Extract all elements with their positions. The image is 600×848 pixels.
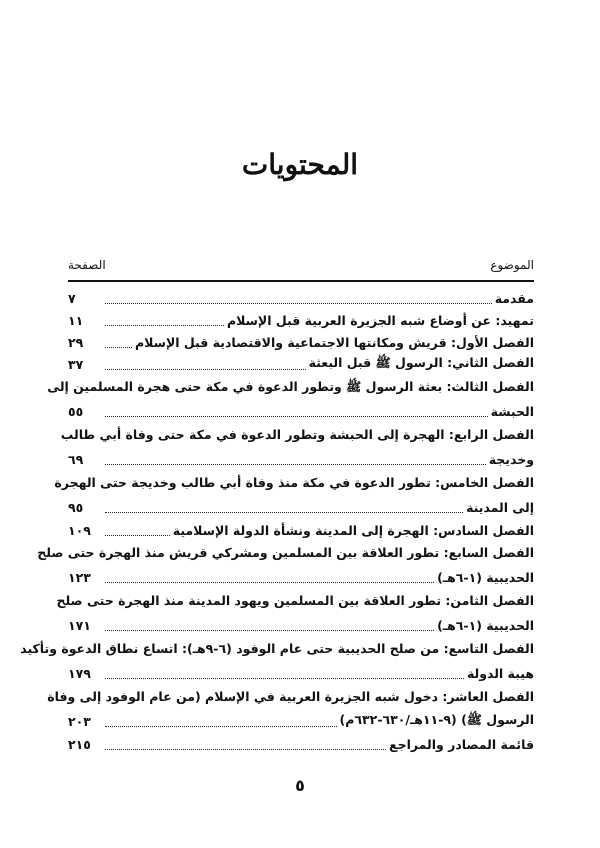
toc-entry-page: ٢١٥ bbox=[68, 736, 91, 752]
toc-entry bbox=[20, 637, 534, 685]
toc-entry-title: تمهيد: عن أوضاع شبه الجزيرة العربية قبل الإسلام bbox=[226, 312, 534, 328]
leader-dots bbox=[105, 582, 434, 583]
toc-entry bbox=[37, 541, 534, 589]
topic-column-header: الموضوع bbox=[490, 258, 534, 272]
leader-dots bbox=[105, 512, 463, 513]
toc-entry bbox=[68, 287, 534, 309]
toc-entry-page: ١٢٣ bbox=[68, 569, 91, 585]
toc-entry-page: ٢٩ bbox=[68, 334, 84, 350]
header-rule bbox=[68, 280, 534, 282]
toc-entry-title-line1: الفصل التاسع: من صلح الحديبية حتى عام الوفود (٦-٩هـ): اتساع نطاق الدعوة وتأكيد bbox=[20, 641, 534, 656]
toc-header bbox=[68, 258, 534, 278]
toc-entry-page: ١١ bbox=[68, 312, 84, 328]
toc-entry-title-line1: الفصل الثامن: تطور العلاقة بين المسلمين ويهود المدينة منذ الهجرة حتى صلح bbox=[56, 593, 534, 608]
toc-entry-page: ٧ bbox=[68, 290, 76, 306]
toc-entry-title: الفصل الثاني: الرسول ﷺ قبل البعثة bbox=[308, 354, 534, 370]
toc-entry-page: ١٠٩ bbox=[68, 522, 91, 538]
toc-entry bbox=[56, 589, 534, 637]
leader-dots bbox=[105, 369, 306, 370]
toc-entry-title-line1: الفصل الرابع: الهجرة إلى الحبشة وتطور الدعوة في مكة حتى وفاة أبي طالب bbox=[60, 427, 534, 442]
leader-dots bbox=[105, 726, 337, 727]
toc-entry-page: ٥٥ bbox=[68, 403, 84, 419]
toc-entry-title-line1: الفصل السابع: تطور العلاقة بين المسلمين ومشركي قريش منذ الهجرة حتى صلح bbox=[37, 545, 534, 560]
toc-entry-page: ٣٧ bbox=[68, 356, 84, 372]
toc-entry bbox=[54, 471, 534, 519]
toc-entry-title: هيبة الدولة bbox=[466, 665, 534, 681]
toc-entry-title: الفصل السادس: الهجرة إلى المدينة ونشأة الدولة الإسلامية bbox=[172, 522, 534, 538]
leader-dots bbox=[105, 535, 170, 536]
toc-entry-page: ١٧١ bbox=[68, 617, 91, 633]
toc-list bbox=[20, 287, 534, 755]
toc-entry-page: ١٧٩ bbox=[68, 665, 91, 681]
leader-dots bbox=[105, 325, 224, 326]
toc-entry bbox=[68, 309, 534, 331]
toc-entry-title: الحديبية (١-٦هـ) bbox=[437, 569, 534, 585]
toc-entry-title: الحبشة bbox=[490, 403, 534, 419]
leader-dots bbox=[105, 678, 464, 679]
toc-entry bbox=[68, 519, 534, 541]
toc-entry bbox=[60, 423, 534, 471]
toc-entry-page: ٢٠٣ bbox=[68, 713, 91, 729]
toc-entry-title-line1: الفصل الثالث: بعثة الرسول ﷺ وتطور الدعوة في مكة حتى هجرة المسلمين إلى bbox=[47, 379, 534, 394]
leader-dots bbox=[105, 464, 486, 465]
toc-entry-title-line1: الفصل الخامس: تطور الدعوة في مكة منذ وفاة أبي طالب وخديجة حتى الهجرة bbox=[54, 475, 534, 490]
leader-dots bbox=[105, 416, 488, 417]
toc-entry bbox=[47, 375, 534, 423]
toc-entry-title: وخديجة bbox=[488, 451, 534, 467]
page-column-header: الصفحة bbox=[68, 258, 106, 272]
leader-dots bbox=[105, 303, 492, 304]
toc-entry bbox=[68, 353, 534, 375]
toc-entry bbox=[68, 331, 534, 353]
leader-dots bbox=[105, 630, 434, 631]
toc-entry-title: الحديبية (١-٦هـ) bbox=[437, 617, 534, 633]
toc-entry-page: ٦٩ bbox=[68, 451, 84, 467]
toc-entry-title: الفصل الأول: قريش ومكانتها الاجتماعية والاقتصادية قبل الإسلام bbox=[135, 334, 534, 350]
toc-entry-title: قائمة المصادر والمراجع bbox=[389, 736, 534, 752]
toc-entry-title: مقدمة bbox=[494, 290, 534, 306]
leader-dots bbox=[105, 749, 386, 750]
leader-dots bbox=[105, 347, 132, 348]
page-title: المحتويات bbox=[241, 148, 359, 181]
toc-entry-title-line1: الفصل العاشر: دخول شبه الجزيرة العربية في الإسلام (من عام الوفود إلى وفاة bbox=[47, 689, 534, 704]
toc-entry bbox=[68, 733, 534, 755]
toc-entry-title: الرسول ﷺ) (٩-١١هـ/٦٣٠-٦٣٢م) bbox=[339, 711, 534, 727]
toc-entry-page: ٩٥ bbox=[68, 499, 84, 515]
toc-entry bbox=[47, 685, 534, 733]
page-number: ٥ bbox=[295, 776, 305, 795]
toc-entry-title: إلى المدينة bbox=[466, 499, 534, 515]
